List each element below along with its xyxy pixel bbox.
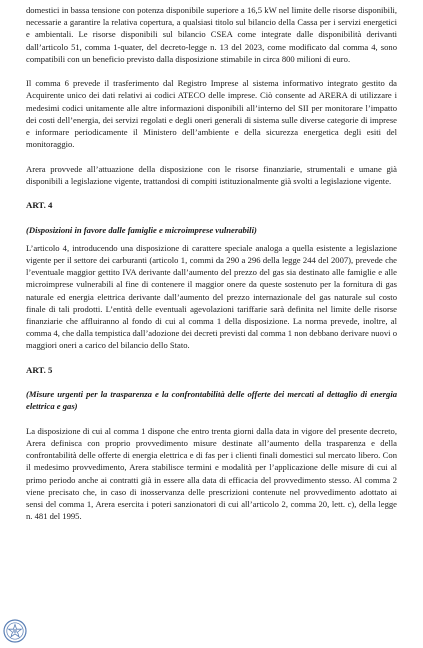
heading-art-5: ART. 5 [26,364,53,375]
subheading-art-4: (Disposizioni in favore dalle famiglie e microimprese vulnerabili) [26,224,257,235]
paragraph-art-5: La disposizione di cui al comma 1 dispone che entro trenta giorni dalla data in vigore del presente decreto, Arera definisca con proprio provvedimento misure destinate all’aumento della trasparenza e della confrontabilità delle offerte di energia elettrica e di fas per i clienti finali domestici sul mercato libero. Con il medesimo provvedimento, Arera stabilisce termini e modalità per l’applicazione delle misure di cui al primo periodo anche ai contratti già in essere alla data di efficacia del provvedimento stesso. Al comma 2 viene precisato che, in caso di inosservanza delle prescrizioni contenute nel provvedimento adottato ai sensi del comma 1, Arera esercita i poteri sanzionatori di cui all’articolo 2, comma 20, lett. c), della legge n. 481 del 1995. [26,425,397,522]
paragraph-intro: domestici in bassa tensione con potenza disponibile superiore a 16,5 kW nel limite delle risorse disponibili, necessarie a garantire la relativa copertura, a qualsiasi titolo sul bilancio della Cassa per i servizi energetici e ambientali. Le risorse disponibili sul bilancio CSEA come integrate dalle disponibilità derivanti dall’articolo 51, comma 1-quater, del decreto-legge n. 13 del 2023, come modificato dal comma 4, sono compatibili con un beneficio previsto dalla disposizione stimabile in circa 800 milioni di euro. [26,5,397,64]
paragraph-arera-attuazione: Arera provvede all’attuazione della disposizione con le risorse finanziarie, strumentali e umane già disponibili a legislazione vigente, trattandosi di compiti istituzionalmente già svolti a legislazione vigente. [26,163,397,186]
paragraph-comma-6: Il comma 6 prevede il trasferimento dal Registro Imprese al sistema informativo integrato gestito da Acquirente unico dei dati relativi ai codici ATECO delle imprese. Ciò consente ad ARERA di utilizzare i medesimi codici unitamente alle altre informazioni disponibili all’interno del SII per monitorare l’impatto dei costi dell’energia, dei servizi regolati e degli oneri generali di sistema sulle diverse categorie di imprese e informare periodicamente il Ministero dell’ambiente e della sicurezza energetica degli esiti del monitoraggio. [26,78,397,150]
paragraph-art-4: L’articolo 4, introducendo una disposizione di carattere speciale analoga a quella esistente a legislazione vigente per il settore dei carburanti (articolo 1, commi da 290 a 296 della legge 244 del 2007), prevede che l’eventuale maggior gettito IVA derivante dall’aumento del prezzo del gas sia destinato alle famiglie e alle microimprese vulnerabili al fine di contenere il maggior onere da queste sostenuto per la fornitura di gas naturale ed energia elettrica derivante dall’aumento del prezzo internazionale del gas naturale sul costo finale di tali prodotti. L’entità delle eventuali agevolazioni tariffarie sarà definita nel limite delle risorse finanziarie che affluiranno al fondo di cui al comma 1 della disposizione. La norma prevede, inoltre, al comma 4, che dalla tempistica dall’adozione dei decreti previsti dal comma 1 non debbano derivare nuovi o maggiori oneri a carico del bilancio dello Stato. [26,242,397,351]
heading-art-4: ART. 4 [26,200,53,211]
subheading-art-5: (Misure urgenti per la trasparenza e la confrontabilità delle offerte dei mercati al dettaglio di energia elettrica e gas) [26,389,397,412]
republic-seal-icon [3,619,27,643]
document-page [26,4,397,522]
